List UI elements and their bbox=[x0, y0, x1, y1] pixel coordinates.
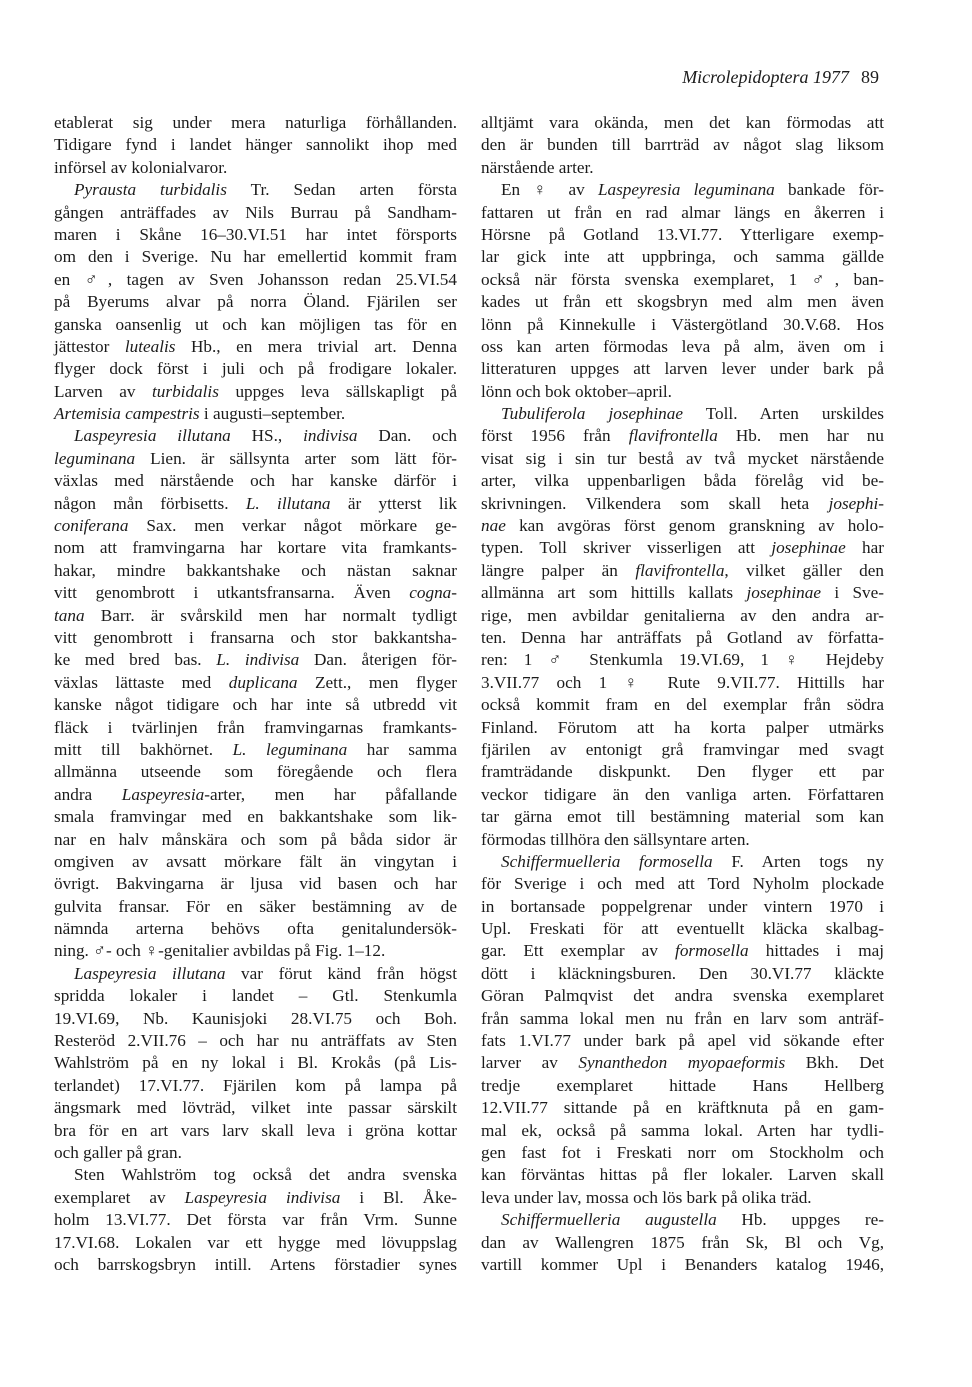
text-line: gången anträffades av Nils Burrau på Sandham- bbox=[54, 202, 457, 222]
text-column-right bbox=[481, 112, 884, 1276]
text-line: coniferana Sax. men verkar något mörkare ge- bbox=[54, 516, 457, 536]
text-line: bra för en art vars larv skall leva i gröna kottar bbox=[54, 1120, 457, 1140]
text-line: tana Barr. är svårskild men har normalt tydligt bbox=[54, 605, 457, 625]
text-line: lönn på Kinnekulle i Västergötland 30.V.68. Hos bbox=[481, 314, 884, 334]
text-line: nämnda arterna behövs ofta genitalundersök- bbox=[54, 919, 457, 939]
text-line: rige, men avbildar genitalierna av den andra ar- bbox=[481, 605, 884, 625]
text-line: omgiven av avsatt mörkare fält än vingytan i bbox=[54, 851, 457, 871]
text-line: gulvita fransar. För en säker bestämning av de bbox=[54, 896, 457, 916]
text-line: Tubuliferola josephinae Toll. Arten urskildes bbox=[501, 404, 884, 424]
text-line: leva under lav, mossa och lös bark på olika träd. bbox=[481, 1187, 812, 1207]
text-line: flyger dock först i juli och på frodigare lokaler. bbox=[54, 359, 457, 379]
text-line: veckor tidigare än den vanliga arten. Författaren bbox=[481, 784, 884, 804]
text-line: närstående arter. bbox=[481, 157, 594, 177]
text-line: den är bunden till barrträd av något slag liksom bbox=[481, 135, 884, 155]
text-line: införsel av kolonialvaror. bbox=[54, 157, 228, 177]
text-line: En ♀ av Laspeyresia leguminana bankade för- bbox=[501, 180, 884, 200]
text-line: mal ek, också på samma lokal. Arten har tydli- bbox=[481, 1120, 884, 1140]
text-line: Sten Wahlström tog också det andra svenska bbox=[74, 1165, 457, 1185]
text-line: Hörsne på Gotland 13.VI.77. Ytterligare exemp- bbox=[481, 224, 884, 244]
text-line: Göran Palmqvist det andra svenska exemplaret bbox=[481, 986, 884, 1006]
text-column-left bbox=[54, 112, 457, 1276]
text-line: dött i kläckningsburen. Den 30.VI.77 kläckte bbox=[481, 963, 884, 983]
text-line: spridda lokaler i landet – Gtl. Stenkumla bbox=[54, 986, 457, 1006]
text-line: fats 1.VI.77 under bark på apel vid sökande efter bbox=[481, 1031, 884, 1051]
text-line: lar gick inte att uppbringa, och samma gällde bbox=[481, 247, 884, 267]
text-line: tredje exemplaret hittade Hans Hellberg bbox=[481, 1075, 884, 1095]
text-line: andra Laspeyresia-arter, men har påfallande bbox=[54, 784, 458, 804]
text-line: arter, vilka uppenbarligen båda förelåg vid be- bbox=[481, 471, 884, 491]
text-line: visat sig i sin tur bestå av två mycket närstående bbox=[481, 448, 884, 468]
text-line: vitt genombrott i utkantsfransarna. Även cogna- bbox=[54, 583, 457, 603]
text-line: mitt till bakhörnet. L. leguminana har samma bbox=[54, 739, 457, 759]
text-line: larver av Synanthedon myopaeformis Bkh. Det bbox=[481, 1053, 885, 1073]
text-line: 3.VII.77 och 1 ♀ Rute 9.VII.77. Hittills har bbox=[481, 672, 884, 692]
text-line: någon mån förbisetts. L. illutana är ytterst lik bbox=[54, 493, 457, 513]
text-line: Artemisia campestris i augusti–september. bbox=[54, 404, 346, 424]
text-line: holm 13.VI.77. Det första var från Vrm. Sunne bbox=[54, 1210, 457, 1230]
text-line: på Byerums alvar på norra Öland. Fjärilen ser bbox=[54, 292, 457, 312]
text-line: kanske något tidigare och har inte så utbredd vit bbox=[54, 695, 457, 715]
text-line: litteraturen uppges att larven lever under bark på bbox=[481, 359, 884, 379]
text-line: vartill kommer Upl i Benanders katalog 1946, bbox=[481, 1254, 884, 1274]
text-line: nae kan avgöras först genom granskning av holo- bbox=[481, 516, 884, 536]
text-line: och galler på gran. bbox=[54, 1142, 182, 1162]
text-line: exemplaret av Laspeyresia indivisa i Bl. Åke- bbox=[54, 1187, 457, 1207]
running-head bbox=[682, 66, 879, 88]
text-line: etablerat sig under mera naturliga förhållanden. bbox=[54, 113, 457, 132]
text-line: Laspeyresia illutana HS., indivisa Dan. och bbox=[74, 426, 457, 446]
text-line: dan av Wallengren 1875 från Sk, Bl och Vg, bbox=[481, 1232, 884, 1252]
text-line: typen. Toll skriver visserligen att josephinae har bbox=[481, 538, 884, 558]
text-line: fattaren ut från en rad almar längs en åkerren i bbox=[481, 202, 884, 222]
text-line: Schiffermuelleria augustella Hb. uppges re- bbox=[501, 1210, 884, 1230]
text-line: maren i Skåne 16–30.VI.51 har intet försports bbox=[54, 224, 457, 244]
text-line: och barrskogsbryn intill. Artens förstadier synes bbox=[54, 1254, 457, 1274]
text-line: ängsmark med lövträd, vilket inte passar särskilt bbox=[54, 1098, 457, 1118]
text-line: Laspeyresia illutana var förut känd från högst bbox=[74, 963, 458, 983]
text-line: först 1956 från flavifrontella Hb. men har nu bbox=[481, 426, 884, 446]
text-line: Larven av turbidalis uppges leva sällskapligt på bbox=[54, 381, 457, 401]
text-line: in bortansade poppelgrenar under vintern 1970 i bbox=[481, 896, 884, 916]
text-line: lönn och bok oktober–april. bbox=[481, 381, 672, 401]
text-line: gar. Ett exemplar av formosella hittades i maj bbox=[481, 941, 884, 961]
text-line: från samma lokal men nu från en larv som anträf- bbox=[481, 1008, 884, 1028]
text-line: 12.VII.77 sittande på en kräftknuta på en gam- bbox=[481, 1098, 884, 1118]
text-line: skrivningen. Vilkendera som skall heta josephi- bbox=[481, 493, 884, 513]
text-line: ning. ♂- och ♀-genitalier avbildas på Fig. 1–12. bbox=[54, 941, 386, 961]
text-line: leguminana Lien. är sällsynta arter som lätt för- bbox=[54, 448, 457, 468]
text-line: gen fast fot i Freskati norr om Stockholm och bbox=[481, 1142, 884, 1162]
text-line: ke med bred bas. L. indivisa Dan. återigen för- bbox=[54, 650, 458, 670]
text-line: Resteröd 2.VII.76 – och har nu anträffats av Sten bbox=[54, 1031, 457, 1051]
text-line: Finland. Förutom att ha korta palper utmärks bbox=[481, 717, 884, 737]
text-line: allmänna art som hittills kallats josephinae i Sve- bbox=[481, 583, 884, 603]
text-line: förmodas tillhöra den sällsyntare arten. bbox=[481, 829, 750, 849]
text-line: kan förväntas hittas på fler lokaler. Larven skall bbox=[481, 1165, 884, 1185]
text-line: övrigt. Bakvingarna är ljusa vid basen och har bbox=[54, 874, 457, 894]
text-line: allmänna utseende som föregående och flera bbox=[54, 762, 457, 782]
text-line: Tidigare fynd i landet hänger sannolikt ihop med bbox=[54, 135, 457, 155]
text-line: Schiffermuelleria formosella F. Arten togs ny bbox=[501, 851, 884, 871]
text-line: ganska oansenlig ut och kan möjligen tas för en bbox=[54, 314, 457, 334]
text-line: framträdande diskpunkt. Den flyger ett par bbox=[481, 762, 884, 782]
text-line: ten. Denna har anträffats på Gotland av författa- bbox=[481, 627, 884, 647]
text-line: alltjämt vara okända, men det kan förmodas att bbox=[481, 113, 884, 132]
text-line: Upl. Freskati för att eventuellt kläcka skalbag- bbox=[481, 919, 884, 939]
text-line: terlandet) 17.VI.77. Fjärilen kom på lampa på bbox=[54, 1075, 457, 1095]
text-line: om den i Sverige. Nu har emellertid kommit fram bbox=[54, 247, 457, 267]
text-line: smala framvingar med en bakkantshake som lik- bbox=[54, 807, 457, 827]
text-line: Pyrausta turbidalis Tr. Sedan arten första bbox=[74, 180, 457, 200]
text-line: en ♂, tagen av Sven Johansson redan 25.VI.54 bbox=[54, 269, 457, 289]
text-line: fjärilen av entonigt grå framvingar med svagt bbox=[481, 739, 884, 759]
text-line: växlas med närstående och har kanske därför i bbox=[54, 471, 457, 491]
text-line: ren: 1 ♂ Stenkumla 19.VI.69, 1 ♀ Hejdeby bbox=[481, 650, 884, 670]
text-line: också kommit fram en del exemplar från södra bbox=[481, 695, 884, 715]
journal-title: Microlepidoptera 1977 bbox=[682, 67, 849, 87]
text-line: hakar, mindre bakkantshake och nästan saknar bbox=[54, 560, 457, 580]
text-line: fläck i tvärlinjen från framvingarnas framkants- bbox=[54, 717, 457, 737]
page-number: 89 bbox=[861, 67, 879, 87]
text-line: vitt genombrott i fransarna och stor bakkantsha- bbox=[54, 627, 457, 647]
text-line: Wahlström på en ny lokal i Bl. Krokås (på Lis- bbox=[54, 1053, 457, 1073]
text-line: för Sverige i och med att Tord Nyholm plockade bbox=[481, 874, 884, 894]
text-line: oss kan arten förmodas leva på alm, även om i bbox=[481, 336, 884, 356]
text-line: nar en halv månskära och som på båda sidor är bbox=[54, 829, 457, 849]
text-line: 19.VI.69, Nb. Kaunisjoki 28.VI.75 och Boh. bbox=[54, 1008, 457, 1028]
text-line: också när första svenska exemplaret, 1 ♂, ban- bbox=[481, 269, 884, 289]
text-line: 17.VI.68. Lokalen var ett hygge med lövuppslag bbox=[54, 1232, 457, 1252]
text-line: nom att framvingarna har kortare vita framkants- bbox=[54, 538, 457, 558]
text-line: kades ut från ett skogsbryn med alm men även bbox=[481, 292, 884, 312]
text-line: tar gärna emot till bestämning material som kan bbox=[481, 807, 884, 827]
text-line: längre palper än flavifrontella, vilket gäller den bbox=[481, 560, 884, 580]
text-line: växlas lättaste med duplicana Zett., men flyger bbox=[54, 672, 457, 692]
text-line: jättestor lutealis Hb., en mera trivial art. Denna bbox=[54, 336, 457, 356]
